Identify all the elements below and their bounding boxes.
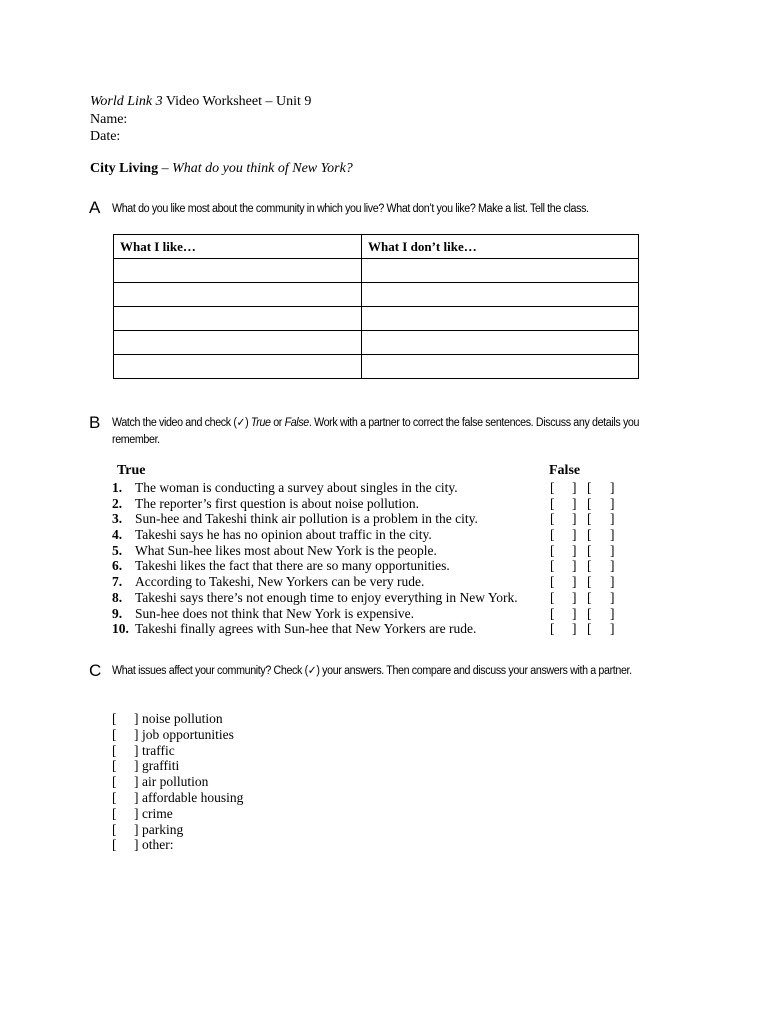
table-row: [114, 331, 639, 355]
instruction-true: True: [250, 417, 271, 429]
statement-number: 6.: [112, 558, 123, 574]
true-box-open: [: [550, 527, 555, 543]
false-box-close: ]: [610, 527, 615, 543]
date-label: Date:: [90, 129, 121, 144]
false-box-open: [: [587, 495, 592, 511]
list-item: [112, 606, 632, 622]
list-item: [112, 496, 632, 512]
worksheet-header: [90, 93, 311, 146]
section-a-instruction: What do you like most about the community in which you live? What don’t you like? Make a list. Tell the class.: [112, 203, 589, 215]
title-dash: –: [158, 161, 173, 176]
checkbox-open: [: [112, 774, 117, 790]
issue-label: air pollution: [142, 774, 209, 790]
issue-label: noise pollution: [142, 711, 223, 726]
checkbox-close: ]: [134, 789, 139, 805]
dislike-cell[interactable]: [362, 283, 639, 307]
instruction-part: . Work with a partner to correct the false sentences. Discuss any details you remember.: [112, 417, 640, 446]
like-cell[interactable]: [114, 283, 362, 307]
statement-text: Takeshi likes the fact that there are so many opportunities.: [135, 558, 450, 574]
section-b-letter: B: [89, 413, 101, 432]
true-box-close: ]: [572, 558, 577, 574]
false-box-open: [: [587, 574, 592, 590]
false-box-open: [: [587, 480, 592, 495]
dislike-cell[interactable]: [362, 331, 639, 355]
issue-label: graffiti: [142, 758, 180, 774]
list-item: [112, 621, 632, 637]
statement-text: The woman is conducting a survey about singles in the city.: [135, 480, 458, 495]
true-box-close: ]: [572, 605, 577, 621]
false-box-open: [: [587, 542, 592, 558]
false-box-close: ]: [610, 480, 615, 495]
checkbox-open: [: [112, 821, 117, 837]
statement-text: According to Takeshi, New Yorkers can be very rude.: [135, 574, 425, 590]
table-row: [114, 283, 639, 307]
statement-text: What Sun-hee likes most about New York is the people.: [135, 542, 437, 558]
table-row: [114, 307, 639, 331]
likes-table: [113, 234, 639, 379]
checkbox-close: ]: [134, 774, 139, 790]
false-box-open: [: [587, 621, 592, 637]
checkbox-close: ]: [134, 711, 139, 726]
like-cell[interactable]: [114, 355, 362, 379]
course-line: [90, 93, 311, 111]
true-box-open: [: [550, 605, 555, 621]
false-box-open: [: [587, 511, 592, 527]
list-item: [112, 558, 632, 574]
checkbox-open: [: [112, 805, 117, 821]
instruction-false: False: [284, 417, 309, 429]
false-box-open: [: [587, 558, 592, 574]
likes-table-header-row: [114, 235, 639, 259]
true-box-open: [: [550, 495, 555, 511]
list-item: [112, 543, 632, 559]
issue-label: traffic: [142, 742, 175, 758]
checkbox-open: [: [112, 758, 117, 774]
true-box-close: ]: [572, 542, 577, 558]
checkbox-open: [: [112, 711, 117, 726]
issue-label: affordable housing: [142, 789, 244, 805]
section-c-instruction: What issues affect your community? Check (✓) your answers. Then compare and discuss your answers with a partner.: [112, 665, 632, 677]
name-label: Name:: [90, 111, 128, 127]
list-item: [112, 590, 632, 606]
false-box-close: ]: [610, 621, 615, 637]
true-box-close: ]: [572, 574, 577, 590]
statement-number: 9.: [112, 605, 123, 621]
checkbox-close: ]: [134, 805, 139, 821]
true-box-open: [: [550, 621, 555, 637]
true-box-open: [: [550, 480, 555, 495]
issue-label: crime: [142, 805, 173, 821]
statement-list: [112, 480, 632, 637]
course-subtitle: Video Worksheet – Unit 9: [162, 94, 312, 109]
worksheet-title: [90, 161, 353, 177]
like-cell[interactable]: [114, 259, 362, 283]
true-box-open: [: [550, 511, 555, 527]
table-row: [114, 259, 639, 283]
dislike-cell[interactable]: [362, 355, 639, 379]
false-box-open: [: [587, 589, 592, 605]
false-box-open: [: [587, 527, 592, 543]
issue-label: job opportunities: [142, 726, 234, 742]
checkbox-open: [: [112, 726, 117, 742]
title-topic: City Living: [90, 161, 159, 176]
false-box-close: ]: [610, 511, 615, 527]
issue-label: parking: [142, 821, 184, 837]
likes-header: What I like…: [114, 235, 362, 259]
statement-text: Sun-hee and Takeshi think air pollution is a problem in the city.: [135, 511, 478, 527]
like-cell[interactable]: [114, 331, 362, 355]
list-item: [112, 511, 632, 527]
statement-number: 3.: [112, 511, 123, 527]
true-box-close: ]: [572, 621, 577, 637]
true-box-close: ]: [572, 589, 577, 605]
true-box-open: [: [550, 574, 555, 590]
true-box-close: ]: [572, 480, 577, 495]
checkbox-close: ]: [134, 726, 139, 742]
checkbox-close: ]: [134, 758, 139, 774]
statement-text: Takeshi says there’s not enough time to enjoy everything in New York.: [135, 589, 518, 605]
issue-label: other:: [142, 837, 174, 853]
true-box-close: ]: [572, 495, 577, 511]
statement-text: Takeshi says he has no opinion about traffic in the city.: [135, 527, 432, 543]
checkbox-open: [: [112, 837, 117, 853]
false-box-close: ]: [610, 574, 615, 590]
checkbox-open: [: [112, 742, 117, 758]
statement-text: The reporter’s first question is about noise pollution.: [135, 495, 419, 511]
statement-number: 1.: [112, 480, 123, 495]
table-row: [114, 355, 639, 379]
statement-number: 2.: [112, 495, 123, 511]
false-box-close: ]: [610, 558, 615, 574]
instruction-part: or: [270, 417, 285, 429]
true-box-open: [: [550, 558, 555, 574]
statement-number: 5.: [112, 542, 123, 558]
true-column-header: True: [117, 463, 146, 478]
false-box-close: ]: [610, 605, 615, 621]
false-box-close: ]: [610, 589, 615, 605]
section-b-instruction: [112, 415, 670, 449]
dislike-cell[interactable]: [362, 259, 639, 283]
statement-number: 8.: [112, 589, 123, 605]
false-box-close: ]: [610, 495, 615, 511]
checkbox-close: ]: [134, 742, 139, 758]
section-a-letter: A: [89, 198, 101, 217]
true-box-open: [: [550, 542, 555, 558]
list-item: [112, 574, 632, 590]
title-question: What do you think of New York?: [172, 161, 353, 176]
statement-number: 4.: [112, 527, 123, 543]
false-box-open: [: [587, 605, 592, 621]
list-item: [112, 480, 632, 496]
statement-text: Sun-hee does not think that New York is expensive.: [135, 605, 414, 621]
false-box-close: ]: [610, 542, 615, 558]
true-box-close: ]: [572, 527, 577, 543]
statement-text: Takeshi finally agrees with Sun-hee that New Yorkers are rude.: [135, 621, 477, 637]
like-cell[interactable]: [114, 307, 362, 331]
checkbox-close: ]: [134, 837, 139, 853]
dislike-cell[interactable]: [362, 307, 639, 331]
statement-number: 10.: [112, 621, 129, 637]
true-box-close: ]: [572, 511, 577, 527]
course-title: World Link 3: [90, 94, 163, 109]
false-column-header: False: [549, 463, 581, 478]
statement-number: 7.: [112, 574, 123, 590]
checkbox-close: ]: [134, 821, 139, 837]
checkbox-open: [: [112, 789, 117, 805]
true-box-open: [: [550, 589, 555, 605]
instruction-part: Watch the video and check (✓): [112, 417, 251, 429]
list-item: [112, 527, 632, 543]
dislikes-header: What I don’t like…: [362, 235, 639, 259]
section-c-letter: C: [89, 661, 102, 680]
